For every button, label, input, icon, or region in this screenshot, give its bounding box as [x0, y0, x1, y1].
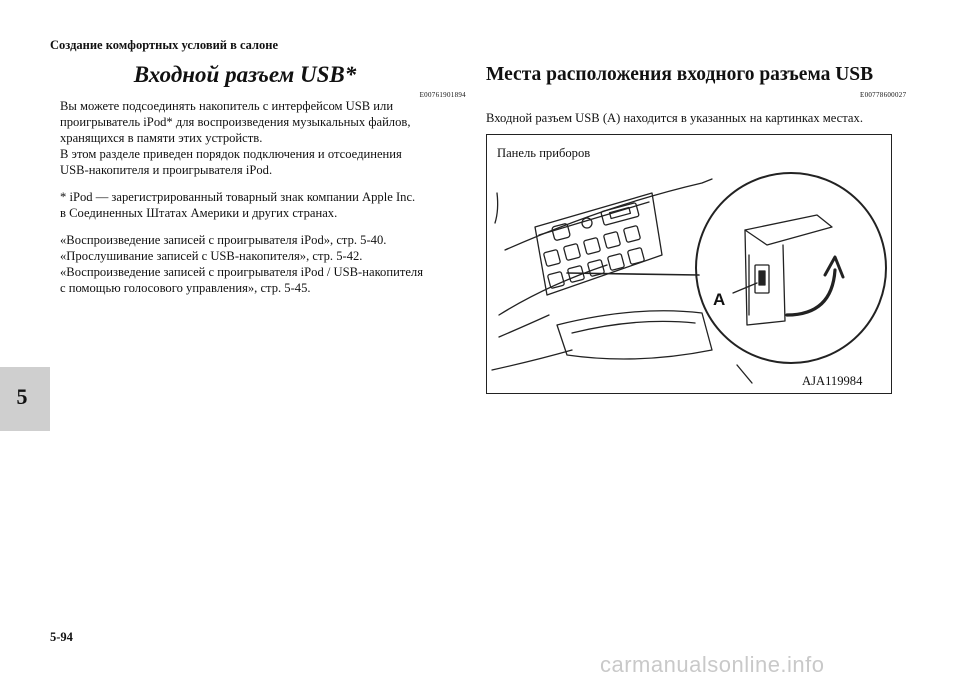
text-line: USB-накопителя и проигрывателя iPod. [60, 163, 273, 177]
watermark: carmanualsonline.info [600, 652, 825, 677]
text-line: В этом разделе приведен порядок подключения и отсоединения [60, 147, 402, 161]
section-code-left: E00761901894 [419, 91, 466, 99]
dashboard-usb-illustration [487, 165, 891, 393]
text-line: «Воспроизведение записей с проигрывателя iPod / USB-накопителя [60, 265, 423, 279]
chapter-number: 5 [16, 384, 28, 409]
paragraph-intro [60, 98, 465, 178]
text-line: Вы можете подсоединять накопитель с интерфейсом USB или [60, 99, 394, 113]
text-line: с помощью голосового управления», стр. 5-45. [60, 281, 311, 295]
figure-code: AJA119984 [802, 374, 863, 388]
page-number: 5-94 [50, 630, 73, 644]
section-code-right: E00778600027 [860, 91, 907, 99]
text-line: в Соединенных Штатах Америки и других странах. [60, 206, 338, 220]
text-line: хранящихся в памяти этих устройств. [60, 131, 263, 145]
section-title-usb-locations: Места расположения входного разъема USB [486, 64, 874, 85]
text-line: «Воспроизведение записей с проигрывателя iPod», стр. 5-40. [60, 233, 387, 247]
text-line: проигрыватель iPod* для воспроизведения музыкальных файлов, [60, 115, 411, 129]
running-header: Создание комфортных условий в салоне [50, 38, 279, 52]
callout-label-a: A [713, 290, 726, 309]
text-line: * iPod — зарегистрированный товарный знак компании Apple Inc. [60, 190, 416, 204]
left-body-text [60, 98, 465, 307]
paragraph-trademark [60, 189, 465, 221]
right-body-text: Входной разъем USB (A) находится в указанных на картинках местах. [486, 111, 863, 125]
section-title-usb-input: Входной разъем USB* [133, 62, 357, 87]
figure-caption: Панель приборов [497, 146, 591, 160]
text-line: «Прослушивание записей с USB-накопителя», стр. 5-42. [60, 249, 363, 263]
paragraph-references [60, 232, 465, 296]
